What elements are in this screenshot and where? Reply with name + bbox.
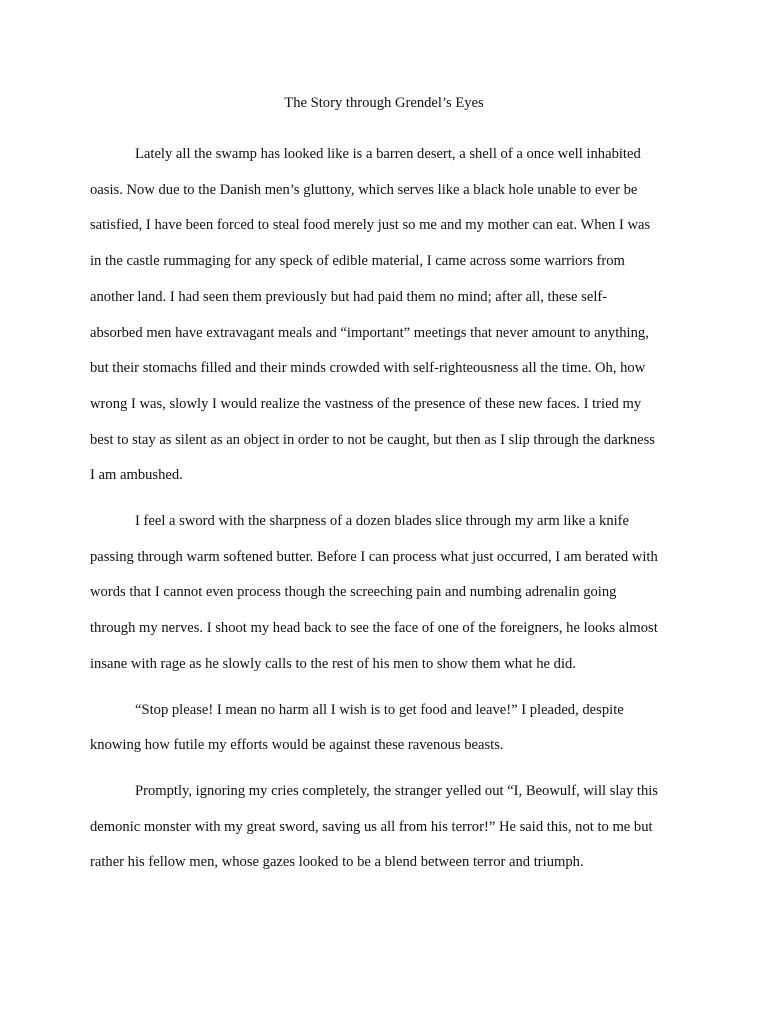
text-line: satisfied, I have been forced to steal food merely just so me and my mother can eat. When I was — [90, 217, 651, 234]
text-line: Promptly, ignoring my cries completely, the stranger yelled out “I, Beowulf, will slay this — [135, 782, 658, 799]
text-line: Lately all the swamp has looked like is a barren desert, a shell of a once well inhabited — [135, 146, 641, 162]
text-line: oasis. Now due to the Danish men’s gluttony, which serves like a black hole unable to ever be — [90, 181, 638, 198]
text-line: in the castle rummaging for any speck of edible material, I came across some warriors from — [90, 253, 625, 270]
paragraph-2 — [90, 504, 682, 683]
paragraph-1 — [90, 137, 682, 494]
text-line: rather his fellow men, whose gazes looked to be a blend between terror and triumph. — [90, 854, 584, 871]
text-line: passing through warm softened butter. Before I can process what just occurred, I am berated with — [90, 548, 658, 565]
text-line: demonic monster with my great sword, saving us all from his terror!” He said this, not to me but — [90, 818, 653, 835]
text-line: through my nerves. I shoot my head back to see the face of one of the foreigners, he looks almost — [90, 620, 658, 637]
text-line: another land. I had seen them previously but had paid them no mind; after all, these self- — [90, 288, 608, 305]
document-body — [90, 137, 682, 891]
paragraph-4 — [90, 774, 682, 881]
document-title: The Story through Grendel’s Eyes — [284, 95, 484, 111]
text-line: wrong I was, slowly I would realize the vastness of the presence of these new faces. I tried my — [90, 395, 642, 412]
text-line: words that I cannot even process though the screeching pain and numbing adrenalin going — [90, 584, 617, 601]
text-line: best to stay as silent as an object in order to not be caught, but then as I slip through the darkness — [90, 431, 655, 448]
paragraph-3 — [90, 693, 682, 764]
text-line: “Stop please! I mean no harm all I wish is to get food and leave!” I pleaded, despite — [135, 701, 624, 718]
text-line: knowing how futile my efforts would be against these ravenous beasts. — [90, 737, 504, 754]
text-line: but their stomachs filled and their minds crowded with self-righteousness all the time. Oh, how — [90, 360, 646, 377]
text-line: insane with rage as he slowly calls to the rest of his men to show them what he did. — [90, 655, 576, 672]
text-line: I feel a sword with the sharpness of a dozen blades slice through my arm like a knife — [135, 513, 630, 530]
text-line: I am ambushed. — [90, 467, 183, 484]
text-line: absorbed men have extravagant meals and “important” meetings that never amount to anything, — [90, 324, 649, 341]
